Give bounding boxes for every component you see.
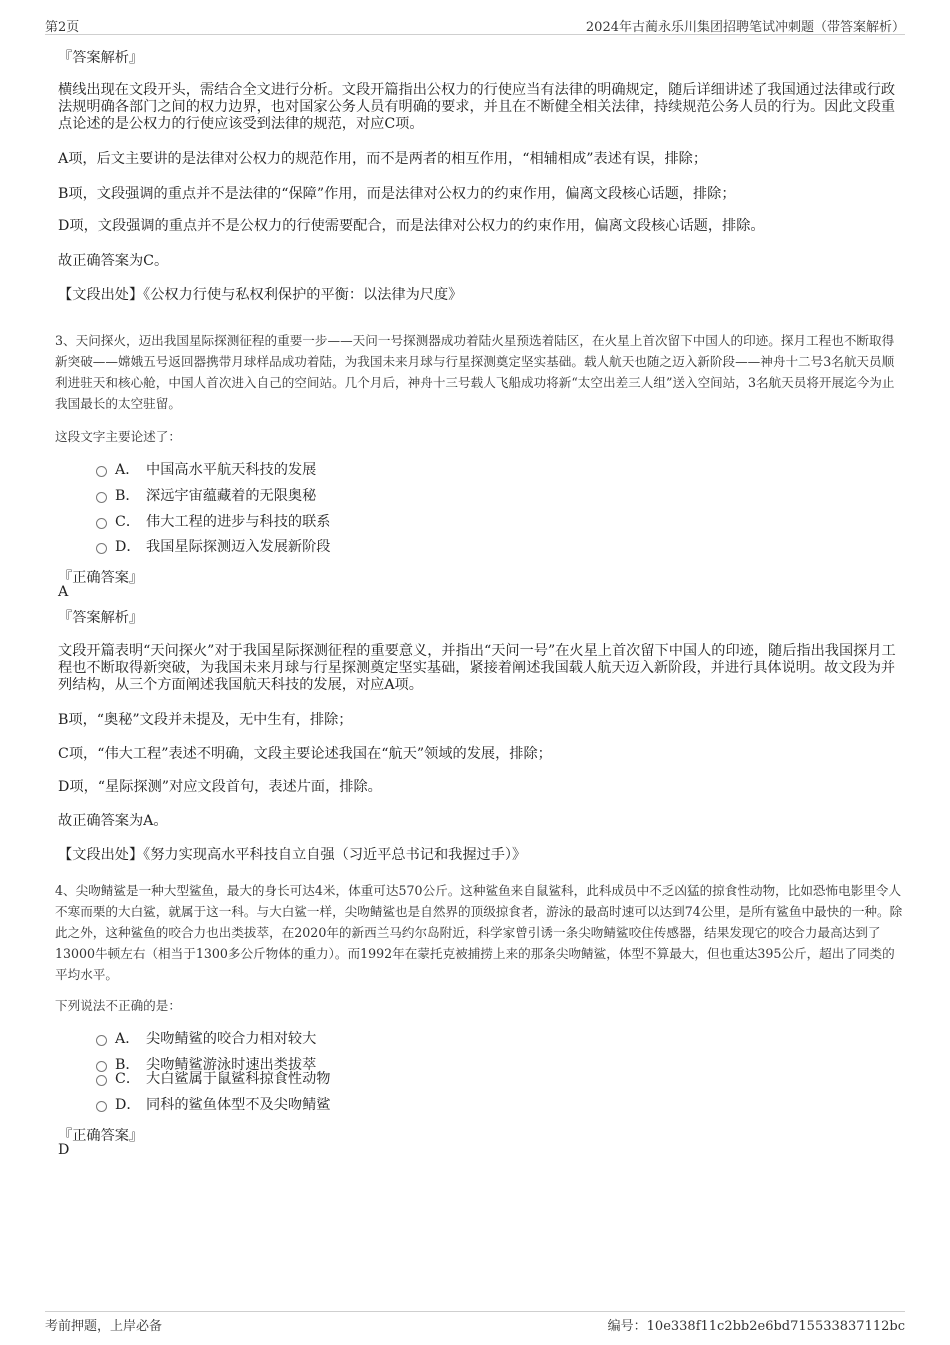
q4-option-b[interactable]: B． 尖吻鲭鲨游泳时速出类拔萃 [96,1055,316,1075]
q2-analysis-p4: D项，文段强调的重点并不是公权力的行使需要配合，而是法律对公权力的约束作用，偏离文段核心话题，排除。 [58,218,765,234]
q2-source: 【文段出处】《公权力行使与私权利保护的平衡：以法律为尺度》 [58,287,463,303]
document-title: 2024年古蔺永乐川集团招聘笔试冲刺题（带答案解析） [585,20,905,35]
radio-icon[interactable] [96,1035,107,1046]
q3-correct-label: 『正确答案』 [58,570,144,586]
q2-analysis-p5: 故正确答案为C。 [58,253,169,269]
q3-option-d[interactable]: D． 我国星际探测迈入发展新阶段 [96,537,330,557]
q4-correct-label: 『正确答案』 [58,1128,144,1144]
q3-analysis-p3: C项，“伟大工程”表述不明确，文段主要论述我国在“航天”领域的发展，排除； [58,746,552,762]
page-header [45,14,905,35]
q4-stem: 下列说法不正确的是： [55,998,181,1013]
q4-option-d[interactable]: D． 同科的鲨鱼体型不及尖吻鲭鲨 [96,1095,330,1115]
q3-stem: 这段文字主要论述了： [55,429,181,444]
q4-option-a[interactable]: A． 尖吻鲭鲨的咬合力相对较大 [96,1029,316,1049]
q3-text: 3、天问探火，迈出我国星际探测征程的重要一步——天问一号探测器成功着陆火星预选着陆区，在火星上首次留下中国人的印迹。探月工程也不断取得新突破——嫦娥五号返回器携带月球样品成功着陆，为我国未来月球与行星探测奠定坚实基础。载人航天也随之迈入新阶段——神舟十二号3名航天员顺利进驻天和核心舱，中国人首次进入自己的空间站。几个月后，神舟十三号载人飞船成功将新“太空出差三人组”送入空间站，3名航天员将开展迄今为止我国最长的太空驻留。 [55,333,895,411]
q3-analysis-label: 『答案解析』 [58,610,144,626]
q3-analysis-p1: 文段开篇表明“天问探火”对于我国星际探测征程的重要意义，并指出“天问一号”在火星上首次留下中国人的印迹，随后指出我国探月工程也不断取得新突破，为我国未来月球与行星探测奠定坚实基础，紧接着阐述我国载人航天迈入新阶段，并进行具体说明。故文段为并列结构，从三个方面阐述我国航天科技的发展，对应A项。 [58,643,896,693]
radio-icon[interactable] [96,492,107,503]
q3-analysis-p5: 故正确答案为A。 [58,813,168,829]
q3-analysis-p2: B项，“奥秘”文段并未提及，无中生有，排除； [58,712,353,728]
radio-icon[interactable] [96,1101,107,1112]
q2-analysis-p1: 横线出现在文段开头，需结合全文进行分析。文段开篇指出公权力的行使应当有法律的明确规定，随后详细讲述了我国通过法律或行政法规明确各部门之间的权力边界，也对国家公务人员有明确的要求，并且在不断健全相关法律，持续规范公务人员的行为。因此文段重点论述的是公权力的行使应该受到法律的规范，对应C项。 [58,82,896,132]
q2-analysis-label: 『答案解析』 [58,50,144,66]
page-number: 第2页 [45,20,80,35]
radio-icon[interactable] [96,1075,107,1086]
radio-icon[interactable] [96,466,107,477]
q4-option-c[interactable]: C． 大白鲨属于鼠鲨科掠食性动物 [96,1069,330,1089]
document-id: 编号：10e338f11c2bb2e6bd715533837112bc [607,1319,905,1334]
q3-option-b[interactable]: B． 深远宇宙蕴藏着的无限奥秘 [96,486,316,506]
radio-icon[interactable] [96,518,107,529]
q4-correct-answer: D [58,1142,70,1158]
q3-correct-answer: A [58,584,69,600]
q3-source: 【文段出处】《努力实现高水平科技自立自强（习近平总书记和我握过手）》 [58,847,527,863]
q3-option-c[interactable]: C． 伟大工程的进步与科技的联系 [96,512,330,532]
q2-analysis-p2: A项，后文主要讲的是法律对公权力的规范作用，而不是两者的相互作用，“相辅相成”表述有误，排除； [58,151,708,167]
q4-text: 4、尖吻鲭鲨是一种大型鲨鱼，最大的身长可达4米，体重可达570公斤。这种鲨鱼来自鼠鲨科，此科成员中不乏凶猛的掠食性动物，比如恐怖电影里令人不寒而栗的大白鲨，就属于这一科。与大白鲨一样，尖吻鲭鲨也是自然界的顶级掠食者，游泳的最高时速可以达到74公里，是所有鲨鱼中最快的一种。除此之外，这种鲨鱼的咬合力也出类拔萃，在2020年的新西兰马约尔岛附近，科学家曾引诱一条尖吻鲭鲨咬住传感器，结果发现它的咬合力最高达到了13000牛顿左右（相当于1300多公斤物体的重力）。而1992年在蒙托克被捕捞上来的那条尖吻鲭鲨，体型不算最大，但也重达395公斤，超出了同类的平均水平。 [55,883,903,982]
page-footer [45,1311,905,1334]
footer-slogan: 考前押题，上岸必备 [45,1319,163,1334]
q3-analysis-p4: D项，“星际探测”对应文段首句，表述片面，排除。 [58,779,382,795]
radio-icon[interactable] [96,543,107,554]
q3-option-a[interactable]: A． 中国高水平航天科技的发展 [96,460,316,480]
q2-analysis-p3: B项，文段强调的重点并不是法律的“保障”作用，而是法律对公权力的约束作用，偏离文段核心话题，排除； [58,186,736,202]
